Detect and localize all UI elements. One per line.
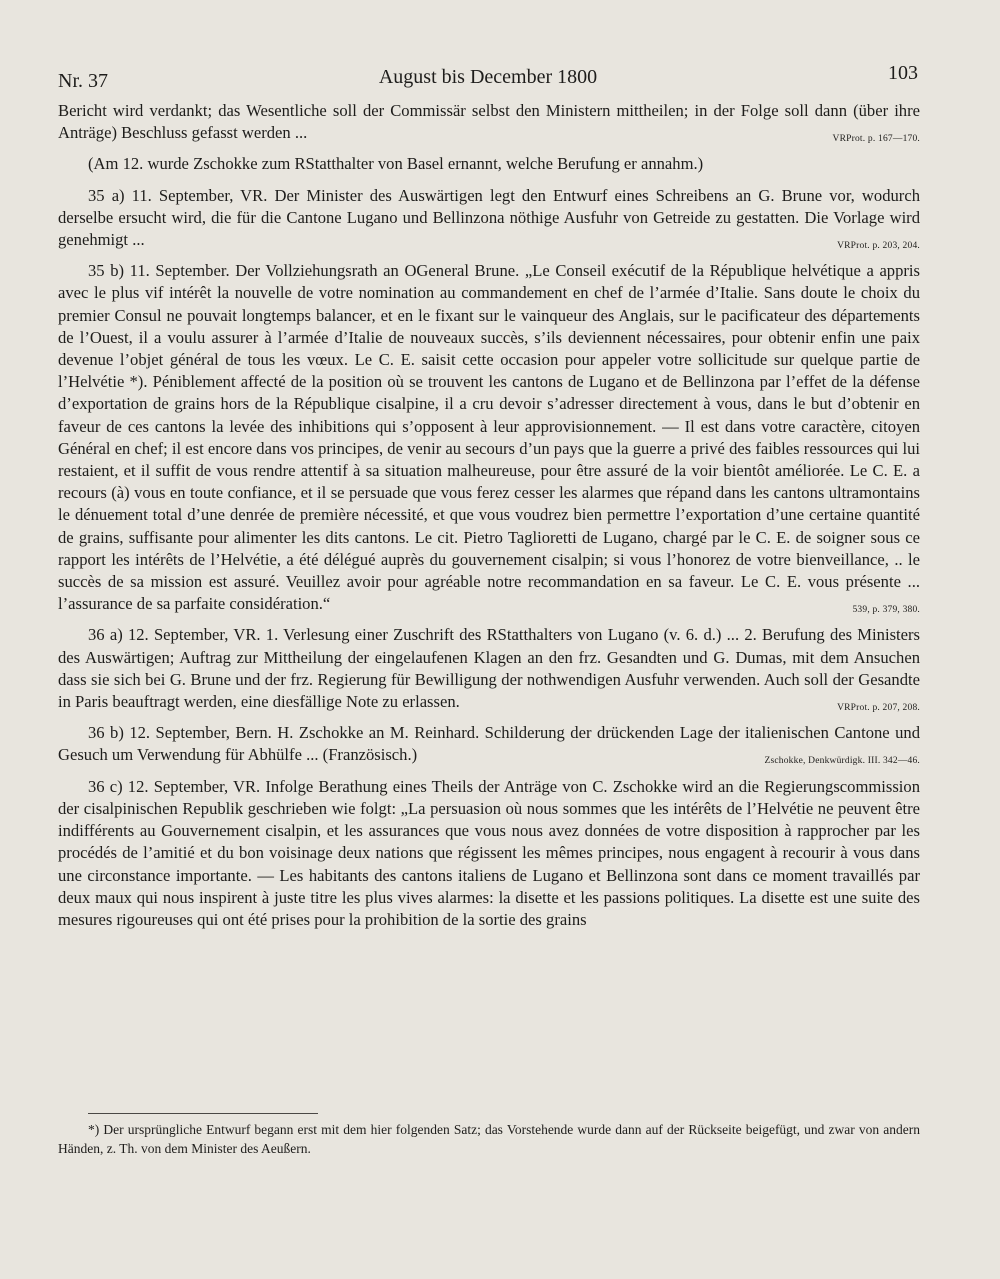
running-header xyxy=(58,62,918,92)
paragraph-bericht xyxy=(58,100,920,144)
paragraph-text: 35 b) 11. September. Der Vollziehungsrath an OGeneral Brune. „Le Conseil exécutif de la République helvétique a appris avec le plus vif intérêt la nouvelle de votre nomination au commandement en chef de l’armée d’Italie. Sans doute le choix du premier Consul ne pouvait longtemps balancer, et en le fixant sur le vainqueur des Anglais, sur le pacificateur des départements de l’Ouest, il a voulu assurer à l’armée d’Italie de nouveaux succès, s’ils deviennent nécessaires, pour obtenir enfin une paix devenue l’objet général de tous les vœux. Le C. E. saisit cette occasion pour appeler votre sollicitude sur quelque partie de l’Helvétie *). Péniblement affecté de la position où se trouvent les cantons de Lugano et de Bellinzona par l’effet de la défense d’exportation de grains hors de la République cisalpine, il a cru devoir s’adresser directement à vous, dans le but d’obtenir en faveur de ces cantons la levée des inhibitions qui s’opposent à leur approvisionnement. — Il est dans votre caractère, citoyen Général en chef; il est encore dans vos principes, de venir au secours d’un pays que la guerre a privé des faibles ressources qui lui restaient, et il suffit de vous rendre attentif à sa situation malheureuse, pour être assuré de la voir bientôt améliorée. Le C. E. a recours (à) vous en toute confiance, et il se persuade que vous ferez cesser les alarmes que répand dans les cantons ultramontains le dénuement total d’une denrée de première nécessité, et que vous voudrez bien permettre l’exportation d’une certaine quantité de grains, suffisante pour alimenter les dits cantons. Le cit. Pietro Taglioretti de Lugano, chargé par le C. E. de soigner sous ce rapport les intérêts de l’Helvétie, a été délégué auprès du gouvernement cisalpin; si vous l’honorez de votre bienveillance, .. le succès de sa mission est assuré. Veuillez avoir pour agréable notre recommandation en sa faveur. Le C. E. vous présente ... l’assurance de sa parfaite considération.“ xyxy=(58,261,920,614)
paragraph-note-zschokke xyxy=(58,153,920,175)
paragraph-text: Bericht wird verdankt; das Wesentliche soll der Commissär selbst den Ministern mittheilen; in der Folge soll dann (über ihre Anträge) Beschluss gefasst werden ... xyxy=(58,101,920,143)
footnote xyxy=(58,1120,920,1158)
header-date-range: August bis December 1800 xyxy=(378,66,598,88)
entry-35b xyxy=(58,260,920,615)
source-reference: VRProt. p. 167—170. xyxy=(832,134,920,145)
entry-36b xyxy=(58,722,920,766)
paragraph-text: (Am 12. wurde Zschokke zum RStatthalter von Basel ernannt, welche Berufung er annahm.) xyxy=(88,154,704,174)
body-text xyxy=(58,100,920,931)
paragraph-text: 35 a) 11. September, VR. Der Minister des Auswärtigen legt den Entwurf eines Schreibens an G. Brune vor, wodurch derselbe ersucht wird, die für die Cantone Lugano und Bellinzona nöthige Ausfuhr von Getreide zu gestatten. Die Vorlage wird genehmigt ... xyxy=(58,185,920,250)
source-reference: Zschokke, Denkwürdigk. III. 342—46. xyxy=(764,756,920,767)
source-reference: VRProt. p. 207, 208. xyxy=(837,703,920,714)
entry-36c xyxy=(58,776,920,931)
entry-35a xyxy=(58,185,920,252)
source-reference: VRProt. p. 203, 204. xyxy=(837,241,920,252)
paragraph-text: 36 b) 12. September, Bern. H. Zschokke an M. Reinhard. Schilderung der drückenden Lage der italienischen Cantone und Gesuch um Verwendung für Abhülfe ... (Französisch.) xyxy=(58,723,920,765)
paragraph-text: 36 a) 12. September, VR. 1. Verlesung einer Zuschrift des RStatthalters von Lugano (v. 6. d.) ... 2. Berufung des Ministers des Auswärtigen; Auftrag zur Mittheilung der eingelaufenen Klagen an den frz. Gesandten und G. Dumas, mit dem Ansuchen dass sie sich bei G. Brune und der frz. Regierung für Bewilligung der nothwendigen Ausfuhr verwenden. Auch soll der Gesandte in Paris beauftragt werden, eine diesfällige Note zu erlassen. xyxy=(58,625,920,712)
document-number: Nr. 37 xyxy=(58,70,108,92)
footnote-text: *) Der ursprüngliche Entwurf begann erst mit dem hier folgenden Satz; das Vorstehende wurde dann auf der Rückseite beigefügt, und zwar von andern Händen, z. Th. von dem Minister des Aeußern. xyxy=(58,1122,920,1156)
footnote-divider xyxy=(88,1113,318,1114)
paragraph-text: 36 c) 12. September, VR. Infolge Berathung eines Theils der Anträge von C. Zschokke wird an die Regierungscommission der cisalpinischen Republik geschrieben wie folgt: „La persuasion où nous sommes que les intérêts de l’Helvétie ne peuvent être indifférents au Gouvernement cisalpin, et les assurances que vous nous avez données de votre disposition à rapprocher par les procédés de l’amitié et du bon voisinage deux nations que régissent les mêmes principes, nous engagent à recourir à vous dans une circonstance importante. — Les habitants des cantons italiens de Lugano et Bellinzona sont dans ce moment travaillés par deux maux qui nous inspirent à juste titre les plus vives alarmes: la disette et les passions politiques. La disette est une suite des mesures rigoureuses qui ont été prises pour la prohibition de la sortie des grains xyxy=(58,776,920,929)
page-number: 103 xyxy=(888,62,918,84)
source-reference: 539, p. 379, 380. xyxy=(852,605,920,616)
entry-36a xyxy=(58,624,920,713)
